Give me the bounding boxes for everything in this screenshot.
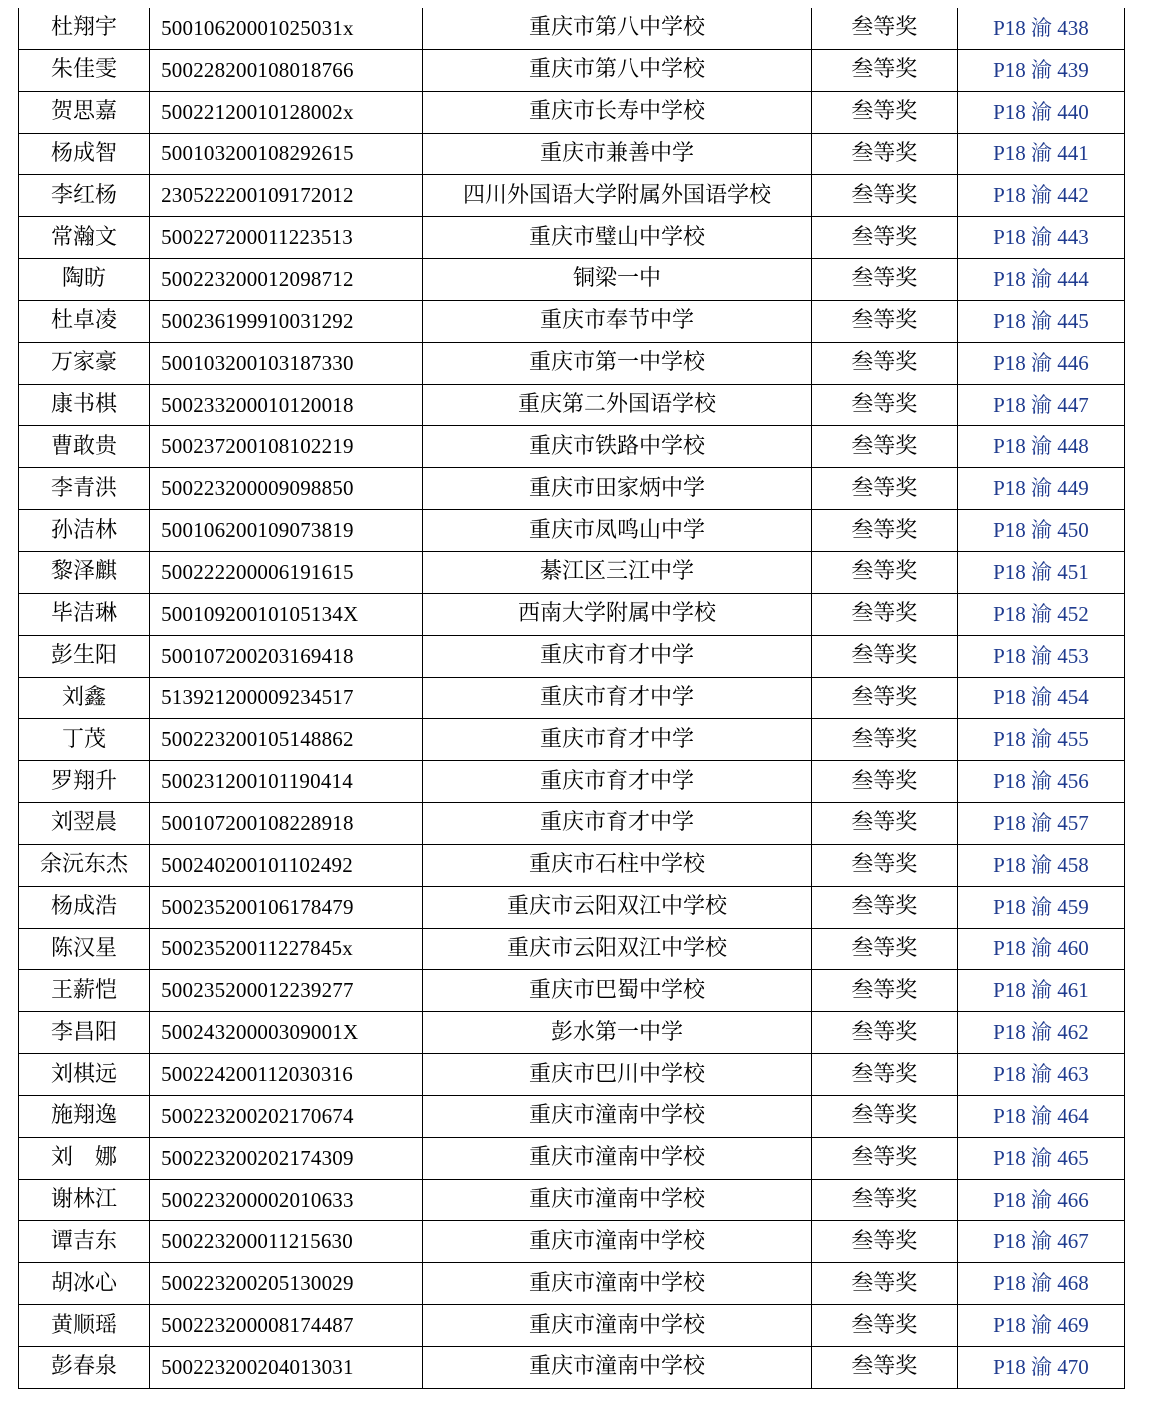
certificate-code-cell: P18 渝 458 [957,844,1124,886]
award-level-cell: 叁等奖 [811,1012,957,1054]
table-row [19,510,1125,552]
award-level-cell: 叁等奖 [811,928,957,970]
certificate-code-cell: P18 渝 451 [957,551,1124,593]
table-row [19,928,1125,970]
school-name-cell: 四川外国语大学附属外国语学校 [423,175,811,217]
id-number-cell: 500235200012239277 [150,970,423,1012]
school-name-cell: 重庆市育才中学 [423,719,811,761]
certificate-code-cell: P18 渝 442 [957,175,1124,217]
certificate-code-cell: P18 渝 445 [957,300,1124,342]
id-number-cell: 500223200105148862 [150,719,423,761]
award-level-cell: 叁等奖 [811,719,957,761]
award-level-cell: 叁等奖 [811,259,957,301]
table-row [19,593,1125,635]
award-level-cell: 叁等奖 [811,761,957,803]
certificate-code-cell: P18 渝 463 [957,1054,1124,1096]
student-name-cell: 丁茂 [19,719,150,761]
certificate-code-cell: P18 渝 466 [957,1179,1124,1221]
student-name-cell: 黄顺瑶 [19,1305,150,1347]
certificate-code-cell: P18 渝 461 [957,970,1124,1012]
certificate-code-cell: P18 渝 449 [957,468,1124,510]
school-name-cell: 重庆市云阳双江中学校 [423,928,811,970]
student-name-cell: 王薪恺 [19,970,150,1012]
student-name-cell: 杨成浩 [19,886,150,928]
table-row [19,259,1125,301]
id-number-cell: 500223200202174309 [150,1137,423,1179]
student-name-cell: 谭吉东 [19,1221,150,1263]
id-number-cell: 500222200006191615 [150,551,423,593]
student-name-cell: 杜卓凌 [19,300,150,342]
id-number-cell: 500223200202170674 [150,1095,423,1137]
certificate-code-cell: P18 渝 441 [957,133,1124,175]
award-level-cell: 叁等奖 [811,635,957,677]
id-number-cell: 500240200101102492 [150,844,423,886]
table-row [19,970,1125,1012]
student-name-cell: 刘鑫 [19,677,150,719]
student-name-cell: 刘 娜 [19,1137,150,1179]
certificate-code-cell: P18 渝 468 [957,1263,1124,1305]
award-level-cell: 叁等奖 [811,8,957,49]
id-number-cell: 500224200112030316 [150,1054,423,1096]
table-row [19,91,1125,133]
award-level-cell: 叁等奖 [811,510,957,552]
student-name-cell: 曹敢贵 [19,426,150,468]
award-level-cell: 叁等奖 [811,1179,957,1221]
table-row [19,426,1125,468]
id-number-cell: 513921200009234517 [150,677,423,719]
award-level-cell: 叁等奖 [811,1095,957,1137]
certificate-code-cell: P18 渝 450 [957,510,1124,552]
id-number-cell: 500223200205130029 [150,1263,423,1305]
certificate-code-cell: P18 渝 448 [957,426,1124,468]
student-name-cell: 杨成智 [19,133,150,175]
certificate-code-cell: P18 渝 454 [957,677,1124,719]
student-name-cell: 万家豪 [19,342,150,384]
student-name-cell: 彭春泉 [19,1347,150,1389]
certificate-code-cell: P18 渝 438 [957,8,1124,49]
id-number-cell: 500103200108292615 [150,133,423,175]
award-level-cell: 叁等奖 [811,886,957,928]
award-level-cell: 叁等奖 [811,133,957,175]
student-name-cell: 胡冰心 [19,1263,150,1305]
award-level-cell: 叁等奖 [811,468,957,510]
student-name-cell: 朱佳雯 [19,49,150,91]
student-name-cell: 李青洪 [19,468,150,510]
award-level-cell: 叁等奖 [811,970,957,1012]
table-row [19,844,1125,886]
id-number-cell: 500223200011215630 [150,1221,423,1263]
id-number-cell: 500223200008174487 [150,1305,423,1347]
student-name-cell: 贺思嘉 [19,91,150,133]
id-number-cell: 50024320000309001X [150,1012,423,1054]
certificate-code-cell: P18 渝 452 [957,593,1124,635]
school-name-cell: 重庆市云阳双江中学校 [423,886,811,928]
table-row [19,677,1125,719]
table-row [19,1263,1125,1305]
school-name-cell: 重庆市育才中学 [423,761,811,803]
school-name-cell: 重庆市潼南中学校 [423,1221,811,1263]
certificate-code-cell: P18 渝 453 [957,635,1124,677]
table-row [19,342,1125,384]
award-list-table [18,8,1125,1389]
table-row [19,468,1125,510]
award-level-cell: 叁等奖 [811,593,957,635]
certificate-code-cell: P18 渝 440 [957,91,1124,133]
award-level-cell: 叁等奖 [811,217,957,259]
table-row [19,1137,1125,1179]
award-level-cell: 叁等奖 [811,91,957,133]
table-row [19,635,1125,677]
table-row [19,384,1125,426]
table-row [19,719,1125,761]
school-name-cell: 重庆市长寿中学校 [423,91,811,133]
school-name-cell: 重庆市铁路中学校 [423,426,811,468]
certificate-code-cell: P18 渝 439 [957,49,1124,91]
school-name-cell: 重庆市育才中学 [423,677,811,719]
student-name-cell: 毕洁琳 [19,593,150,635]
certificate-code-cell: P18 渝 470 [957,1347,1124,1389]
school-name-cell: 重庆市凤鸣山中学 [423,510,811,552]
id-number-cell: 230522200109172012 [150,175,423,217]
student-name-cell: 彭生阳 [19,635,150,677]
certificate-code-cell: P18 渝 467 [957,1221,1124,1263]
table-row [19,49,1125,91]
table-row [19,1179,1125,1221]
award-level-cell: 叁等奖 [811,1221,957,1263]
student-name-cell: 杜翔宇 [19,8,150,49]
school-name-cell: 重庆市潼南中学校 [423,1347,811,1389]
certificate-code-cell: P18 渝 457 [957,803,1124,845]
student-name-cell: 刘翌晨 [19,803,150,845]
school-name-cell: 重庆市巴蜀中学校 [423,970,811,1012]
school-name-cell: 重庆市潼南中学校 [423,1179,811,1221]
id-number-cell: 500107200203169418 [150,635,423,677]
school-name-cell: 重庆市潼南中学校 [423,1305,811,1347]
table-row [19,1095,1125,1137]
student-name-cell: 陈汉星 [19,928,150,970]
school-name-cell: 重庆市奉节中学 [423,300,811,342]
table-row [19,1347,1125,1389]
school-name-cell: 重庆市潼南中学校 [423,1095,811,1137]
certificate-code-cell: P18 渝 469 [957,1305,1124,1347]
table-row [19,761,1125,803]
school-name-cell: 重庆市育才中学 [423,635,811,677]
id-number-cell: 500236199910031292 [150,300,423,342]
award-list-body [19,8,1125,1388]
award-level-cell: 叁等奖 [811,1347,957,1389]
table-row [19,175,1125,217]
table-row [19,1305,1125,1347]
student-name-cell: 余沅东杰 [19,844,150,886]
award-level-cell: 叁等奖 [811,384,957,426]
school-name-cell: 重庆市璧山中学校 [423,217,811,259]
certificate-code-cell: P18 渝 464 [957,1095,1124,1137]
table-row [19,1221,1125,1263]
certificate-code-cell: P18 渝 447 [957,384,1124,426]
id-number-cell: 500223200009098850 [150,468,423,510]
school-name-cell: 重庆市兼善中学 [423,133,811,175]
id-number-cell: 50010920010105134X [150,593,423,635]
student-name-cell: 施翔逸 [19,1095,150,1137]
school-name-cell: 重庆市石柱中学校 [423,844,811,886]
school-name-cell: 重庆市潼南中学校 [423,1263,811,1305]
id-number-cell: 500106200109073819 [150,510,423,552]
student-name-cell: 康书棋 [19,384,150,426]
table-row [19,1054,1125,1096]
certificate-code-cell: P18 渝 443 [957,217,1124,259]
table-row [19,1012,1125,1054]
table-row [19,803,1125,845]
award-level-cell: 叁等奖 [811,1137,957,1179]
school-name-cell: 重庆市潼南中学校 [423,1137,811,1179]
id-number-cell: 500223200204013031 [150,1347,423,1389]
certificate-code-cell: P18 渝 459 [957,886,1124,928]
certificate-code-cell: P18 渝 455 [957,719,1124,761]
award-level-cell: 叁等奖 [811,803,957,845]
table-row [19,551,1125,593]
student-name-cell: 陶昉 [19,259,150,301]
certificate-code-cell: P18 渝 460 [957,928,1124,970]
award-level-cell: 叁等奖 [811,426,957,468]
award-level-cell: 叁等奖 [811,677,957,719]
student-name-cell: 黎泽麒 [19,551,150,593]
school-name-cell: 西南大学附属中学校 [423,593,811,635]
certificate-code-cell: P18 渝 462 [957,1012,1124,1054]
school-name-cell: 綦江区三江中学 [423,551,811,593]
id-number-cell: 50010620001025031x [150,8,423,49]
id-number-cell: 500235200106178479 [150,886,423,928]
id-number-cell: 500231200101190414 [150,761,423,803]
student-name-cell: 刘棋远 [19,1054,150,1096]
award-level-cell: 叁等奖 [811,844,957,886]
table-row [19,217,1125,259]
student-name-cell: 李昌阳 [19,1012,150,1054]
award-level-cell: 叁等奖 [811,551,957,593]
award-level-cell: 叁等奖 [811,175,957,217]
certificate-code-cell: P18 渝 456 [957,761,1124,803]
student-name-cell: 孙洁林 [19,510,150,552]
school-name-cell: 铜梁一中 [423,259,811,301]
school-name-cell: 重庆市第八中学校 [423,49,811,91]
id-number-cell: 500228200108018766 [150,49,423,91]
award-level-cell: 叁等奖 [811,1263,957,1305]
school-name-cell: 重庆市育才中学 [423,803,811,845]
table-row [19,133,1125,175]
id-number-cell: 500223200002010633 [150,1179,423,1221]
id-number-cell: 500107200108228918 [150,803,423,845]
award-level-cell: 叁等奖 [811,1305,957,1347]
student-name-cell: 罗翔升 [19,761,150,803]
id-number-cell: 500237200108102219 [150,426,423,468]
student-name-cell: 谢林江 [19,1179,150,1221]
certificate-code-cell: P18 渝 444 [957,259,1124,301]
certificate-code-cell: P18 渝 465 [957,1137,1124,1179]
id-number-cell: 50022120010128002x [150,91,423,133]
id-number-cell: 50023520011227845x [150,928,423,970]
school-name-cell: 重庆市第八中学校 [423,8,811,49]
award-level-cell: 叁等奖 [811,342,957,384]
school-name-cell: 重庆第二外国语学校 [423,384,811,426]
student-name-cell: 李红杨 [19,175,150,217]
school-name-cell: 彭水第一中学 [423,1012,811,1054]
certificate-code-cell: P18 渝 446 [957,342,1124,384]
school-name-cell: 重庆市巴川中学校 [423,1054,811,1096]
table-row [19,886,1125,928]
id-number-cell: 500223200012098712 [150,259,423,301]
student-name-cell: 常瀚文 [19,217,150,259]
id-number-cell: 500227200011223513 [150,217,423,259]
table-row [19,300,1125,342]
school-name-cell: 重庆市田家炳中学 [423,468,811,510]
award-level-cell: 叁等奖 [811,300,957,342]
school-name-cell: 重庆市第一中学校 [423,342,811,384]
table-row [19,8,1125,49]
award-level-cell: 叁等奖 [811,49,957,91]
award-level-cell: 叁等奖 [811,1054,957,1096]
id-number-cell: 500103200103187330 [150,342,423,384]
id-number-cell: 500233200010120018 [150,384,423,426]
